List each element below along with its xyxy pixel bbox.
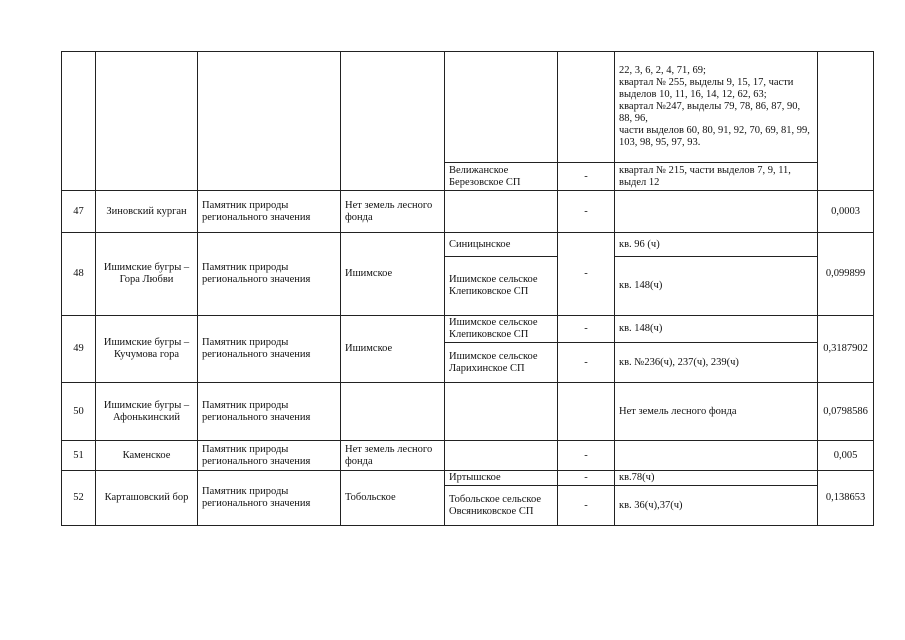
cell-area: 0,3187902: [818, 316, 874, 383]
cell-district: Ишимское сельское Клепиковское СП: [445, 257, 558, 316]
table-row: [62, 471, 874, 486]
cell-district: Ишимское сельское Ларихинское СП: [445, 343, 558, 383]
cell-name: Ишимские бугры – Кучумова гора: [96, 316, 198, 383]
table-row: [62, 191, 874, 233]
cell-num: [62, 52, 96, 191]
cell-area: 0,005: [818, 441, 874, 471]
cell-category: [198, 52, 341, 191]
cell-dash: [558, 52, 615, 163]
cell-dash: -: [558, 471, 615, 486]
cell-num: 51: [62, 441, 96, 471]
cell-name: [96, 52, 198, 191]
cell-forestry: Нет земель лесного фонда: [341, 441, 445, 471]
cell-kvartal: [615, 191, 818, 233]
cell-dash: -: [558, 163, 615, 191]
cell-forestry: [341, 52, 445, 191]
cell-category: Памятник природы регионального значения: [198, 383, 341, 441]
cell-district: [445, 441, 558, 471]
cell-dash: -: [558, 191, 615, 233]
cell-dash: [558, 383, 615, 441]
cell-kvartal: кв. №236(ч), 237(ч), 239(ч): [615, 343, 818, 383]
cell-kvartal: кв. 148(ч): [615, 257, 818, 316]
cell-forestry: Тобольское: [341, 471, 445, 526]
cell-district: Велижанское Березовское СП: [445, 163, 558, 191]
cell-area: [818, 52, 874, 191]
cell-district: [445, 191, 558, 233]
cell-category: Памятник природы регионального значения: [198, 233, 341, 316]
cell-forestry: Ишимское: [341, 233, 445, 316]
cell-kvartal: кв. 148(ч): [615, 316, 818, 343]
cell-forestry: Ишимское: [341, 316, 445, 383]
cell-num: 47: [62, 191, 96, 233]
cell-category: Памятник природы регионального значения: [198, 471, 341, 526]
cell-num: 49: [62, 316, 96, 383]
cell-kvartal: кв. 96 (ч): [615, 233, 818, 257]
cell-dash: -: [558, 486, 615, 526]
cell-forestry: [341, 383, 445, 441]
cell-num: 48: [62, 233, 96, 316]
cell-dash: -: [558, 441, 615, 471]
cell-district: [445, 52, 558, 163]
cell-num: 52: [62, 471, 96, 526]
protected-areas-table: [61, 51, 874, 526]
cell-kvartal: [615, 441, 818, 471]
cell-dash: -: [558, 233, 615, 316]
cell-dash: -: [558, 316, 615, 343]
table-row: [62, 316, 874, 343]
table-row: [62, 383, 874, 441]
cell-district: [445, 383, 558, 441]
cell-area: 0,138653: [818, 471, 874, 526]
cell-area: 0,0003: [818, 191, 874, 233]
cell-name: Зиновский курган: [96, 191, 198, 233]
cell-category: Памятник природы регионального значения: [198, 441, 341, 471]
cell-district: Иртышское: [445, 471, 558, 486]
cell-forestry: Нет земель лесного фонда: [341, 191, 445, 233]
cell-area: 0,099899: [818, 233, 874, 316]
cell-name: Ишимские бугры – Гора Любви: [96, 233, 198, 316]
cell-name: Каменское: [96, 441, 198, 471]
cell-kvartal: 22, 3, 6, 2, 4, 71, 69; квартал № 255, выделы 9, 15, 17, части выделов 10, 11, 16, 14, 12, 62, 63; квартал №247, выделы 79, 78, 86, 87, 90, 88, 96, части выделов 60, 80, 91, 92, 70, 69, 81, 99, 103, 98, 95, 97, 93.: [615, 52, 818, 163]
cell-name: Карташовский бор: [96, 471, 198, 526]
cell-category: Памятник природы регионального значения: [198, 316, 341, 383]
cell-district: Ишимское сельское Клепиковское СП: [445, 316, 558, 343]
cell-num: 50: [62, 383, 96, 441]
table-row-continuation: [62, 52, 874, 163]
cell-kvartal: кв. 36(ч),37(ч): [615, 486, 818, 526]
cell-area: 0,0798586: [818, 383, 874, 441]
cell-kvartal: Нет земель лесного фонда: [615, 383, 818, 441]
cell-kvartal: квартал № 215, части выделов 7, 9, 11, выдел 12: [615, 163, 818, 191]
cell-district: Синицынское: [445, 233, 558, 257]
cell-dash: -: [558, 343, 615, 383]
table-row: [62, 233, 874, 257]
cell-district: Тобольское сельское Овсяниковское СП: [445, 486, 558, 526]
table-row: [62, 441, 874, 471]
cell-category: Памятник природы регионального значения: [198, 191, 341, 233]
cell-name: Ишимские бугры – Афонькинский: [96, 383, 198, 441]
cell-kvartal: кв.78(ч): [615, 471, 818, 486]
